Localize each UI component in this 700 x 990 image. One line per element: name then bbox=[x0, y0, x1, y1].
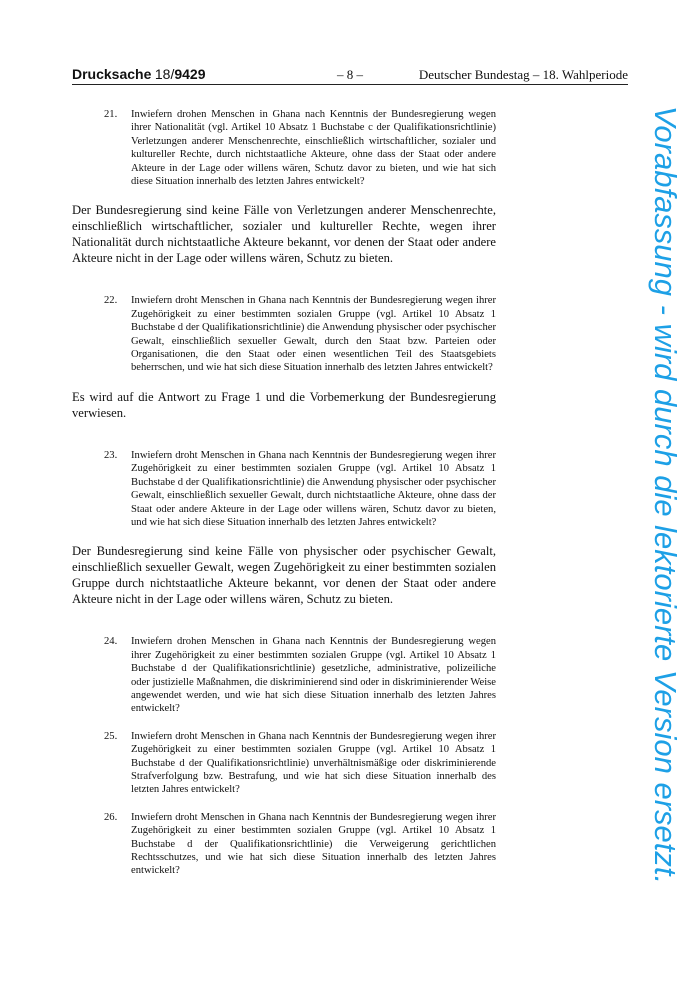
question-text: Inwiefern droht Menschen in Ghana nach Kenntnis der Bundesregierung wegen ihrer Zugehörigkeit zu einer bestimmten sozialen Gruppe (vgl. Artikel 10 Absatz 1 Buchstabe d der Qualifikationsrichtlinie) unverhältnismäßige oder diskriminierende Strafverfolgung bzw. Bestrafung, und wie hat sich diese Situation innerhalb des letzten Jahres entwickelt? bbox=[131, 730, 496, 796]
question-23 bbox=[104, 449, 496, 529]
answer-21: Der Bundesregierung sind keine Fälle von Verletzungen anderer Menschenrechte, einschließlich wirtschaftlicher, sozialer und kultureller Rechte, wegen ihrer Nationalität durch nichtstaatliche Akteure bekannt, vor denen der Staat oder andere Akteure nicht in der Lage oder willens wären, Schutz zu bieten. bbox=[72, 203, 496, 266]
question-number: 22. bbox=[104, 295, 118, 307]
question-number: 21. bbox=[104, 109, 118, 120]
question-text: Inwiefern drohen Menschen in Ghana nach Kenntnis der Bundesregierung wegen ihrer Zugehörigkeit zu einer bestimmten sozialen Gruppe (vgl. Artikel 10 Absatz 1 Buchstabe d der Qualifikationsrichtlinie) gesetzliche, administrative, polizeiliche oder justizielle Maßnahmen, die diskriminierend sind oder in diskriminierender Weise angewendet werden, und wie hat sich diese Situation innerhalb des letzten Jahres entwickelt? bbox=[131, 636, 496, 715]
preliminary-version-watermark: Vorabfassung - wird durch die lektorierte Version ersetzt. bbox=[648, 105, 683, 885]
question-text: Inwiefern droht Menschen in Ghana nach Kenntnis der Bundesregierung wegen ihrer Zugehörigkeit zu einer bestimmten sozialen Gruppe (vgl. Artikel 10 Absatz 1 Buchstabe d der Qualifikationsrichtlinie) die Anwendung physischer oder psychischer Gewalt, einschließlich sexueller Gewalt, durch nichtstaatliche Akteure, ohne dass der Staat oder andere Akteure in der Lage oder willens wären, Schutz davor zu bieten, und wie hat sich diese Situation innerhalb des letzten Jahres entwickelt? bbox=[131, 449, 496, 528]
question-21 bbox=[104, 108, 496, 188]
question-number: 25. bbox=[104, 730, 118, 742]
question-26 bbox=[104, 811, 496, 878]
document-number-value: 9429 bbox=[174, 66, 206, 82]
question-text: Inwiefern droht Menschen in Ghana nach Kenntnis der Bundesregierung wegen ihrer Zugehörigkeit zu einer bestimmten sozialen Gruppe (vgl. Artikel 10 Absatz 1 Buchstabe d der Qualifikationsrichtlinie) die Anwendung physischer oder psychischer Gewalt, einschließlich sexueller Gewalt, durch den Staat bzw. Parteien oder Organisationen, die den Staat oder einen wesentlichen Teil des Staatsgebiets beherrschen, und wie hat sich diese Situation innerhalb des letzten Jahres entwickelt? bbox=[131, 295, 496, 374]
document-label: Drucksache bbox=[72, 66, 152, 82]
question-22 bbox=[104, 294, 496, 374]
page-number: – 8 – bbox=[337, 67, 363, 82]
question-number: 23. bbox=[104, 449, 118, 461]
question-number: 26. bbox=[104, 811, 118, 823]
question-text: Inwiefern droht Menschen in Ghana nach Kenntnis der Bundesregierung wegen ihrer Zugehörigkeit zu einer bestimmten sozialen Gruppe (vgl. Artikel 10 Absatz 1 Buchstabe d der Qualifikationsrichtlinie) die Verweigerung gerichtlichen Rechtsschutzes, und wie hat sich diese Situation innerhalb des letzten Jahres entwickelt? bbox=[131, 811, 496, 877]
question-25 bbox=[104, 730, 496, 797]
answer-22: Es wird auf die Antwort zu Frage 1 und die Vorbemerkung der Bundesregierung verwiesen. bbox=[72, 389, 496, 420]
question-text: Inwiefern drohen Menschen in Ghana nach Kenntnis der Bundesregierung wegen ihrer Nationalität (vgl. Artikel 10 Absatz 1 Buchstabe c der Qualifikationsrichtlinie) Verletzungen anderer Menschenrechte, einschließlich wirtschaftlicher, sozialer und kultureller Rechte, durch nichtstaatliche Akteure, ohne dass der Staat oder andere Akteure in der Lage oder willens wären, Schutz davor zu bieten, und wie hat sich diese Situation innerhalb des letzten Jahres entwickelt? bbox=[131, 109, 496, 188]
document-number-prefix: 18/ bbox=[154, 66, 175, 82]
answer-23: Der Bundesregierung sind keine Fälle von physischer oder psychischer Gewalt, einschließlich sexueller Gewalt, wegen Zugehörigkeit zu einer bestimmten sozialen Gruppe durch nichtstaatliche Akteure bekannt, vor denen der Staat oder andere Akteure nicht in der Lage oder willens wären, Schutz zu bieten. bbox=[72, 544, 496, 607]
question-number: 24. bbox=[104, 636, 118, 648]
page-header bbox=[72, 66, 628, 86]
publisher-period: Deutscher Bundestag – 18. Wahlperiode bbox=[418, 67, 628, 82]
header-rule bbox=[72, 84, 628, 85]
question-24 bbox=[104, 635, 496, 715]
document-body bbox=[72, 108, 496, 892]
